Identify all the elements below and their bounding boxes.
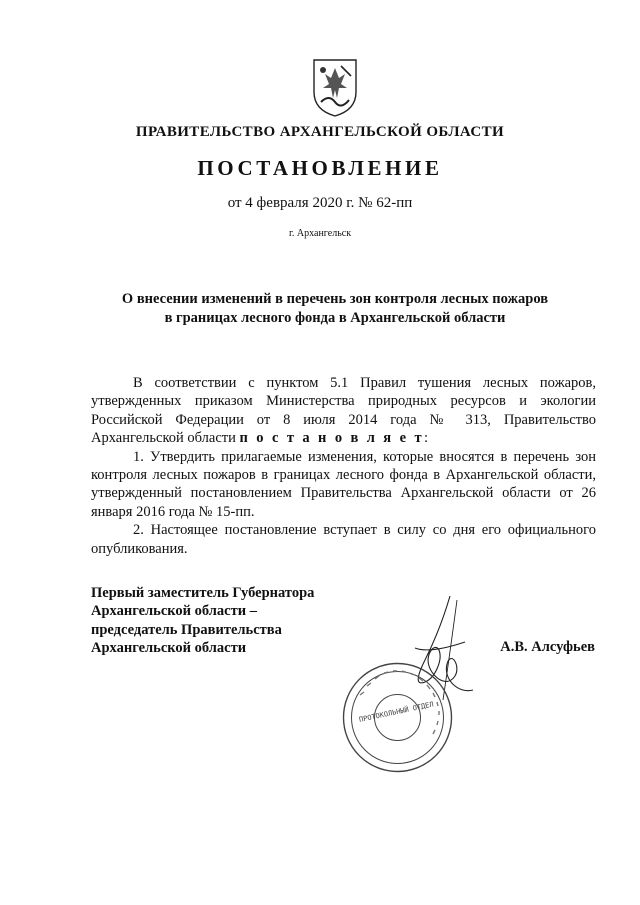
heading-line-2: в границах лесного фонда в Архангельской области (164, 310, 506, 326)
stamp-center-text: ПРОТОКОЛЬНЫЙ ОТДЕЛ (358, 700, 435, 724)
preamble-text: В соответствии с пунктом 5.1 Правил тушения лесных пожаров, утвержденных приказом Министерства природных ресурсов и экологии Российской Федерации от 8 июля 2014 года № 313, Правительство Архангельской области (91, 375, 596, 447)
signatory-line-1: Первый заместитель Губернатора (91, 585, 315, 601)
signatory-name: А.В. Алсуфьев (500, 639, 595, 655)
signatory-title (91, 584, 314, 658)
round-stamp (340, 660, 455, 775)
item-1-paragraph: 1. Утвердить прилагаемые изменения, которые вносятся в перечень зон контроля лесных пожаров в границах лесного фонда в Архангельской области, утвержденный постановлением Правительства Архангельской области от 26 января 2016 года № 15-пп. (91, 448, 596, 520)
government-name: ПРАВИТЕЛЬСТВО АРХАНГЕЛЬСКОЙ ОБЛАСТИ (135, 124, 505, 140)
item-2-paragraph: 2. Настоящее постановление вступает в силу со дня его официального опубликования. (91, 522, 596, 557)
coat-of-arms-icon (311, 58, 359, 118)
resolution-body (91, 374, 596, 558)
heading-line-1: О внесении изменений в перечень зон контроля лесных пожаров (121, 291, 549, 307)
city-name: г. Архангельск (288, 228, 352, 239)
signatory-line-2: Архангельской области – (91, 603, 257, 620)
decree-colon: : (423, 430, 428, 447)
date-number: от 4 февраля 2020 г. № 62-пп (227, 195, 413, 211)
decree-word: п о с т а н о в л я е т (239, 430, 424, 447)
document-type: ПОСТАНОВЛЕНИЕ (197, 156, 443, 180)
signatory-line-4: Архангельской области (91, 640, 247, 657)
preamble-paragraph (91, 374, 596, 448)
resolution-heading (60, 290, 610, 328)
signatory-line-3: председатель Правительства (91, 621, 282, 638)
